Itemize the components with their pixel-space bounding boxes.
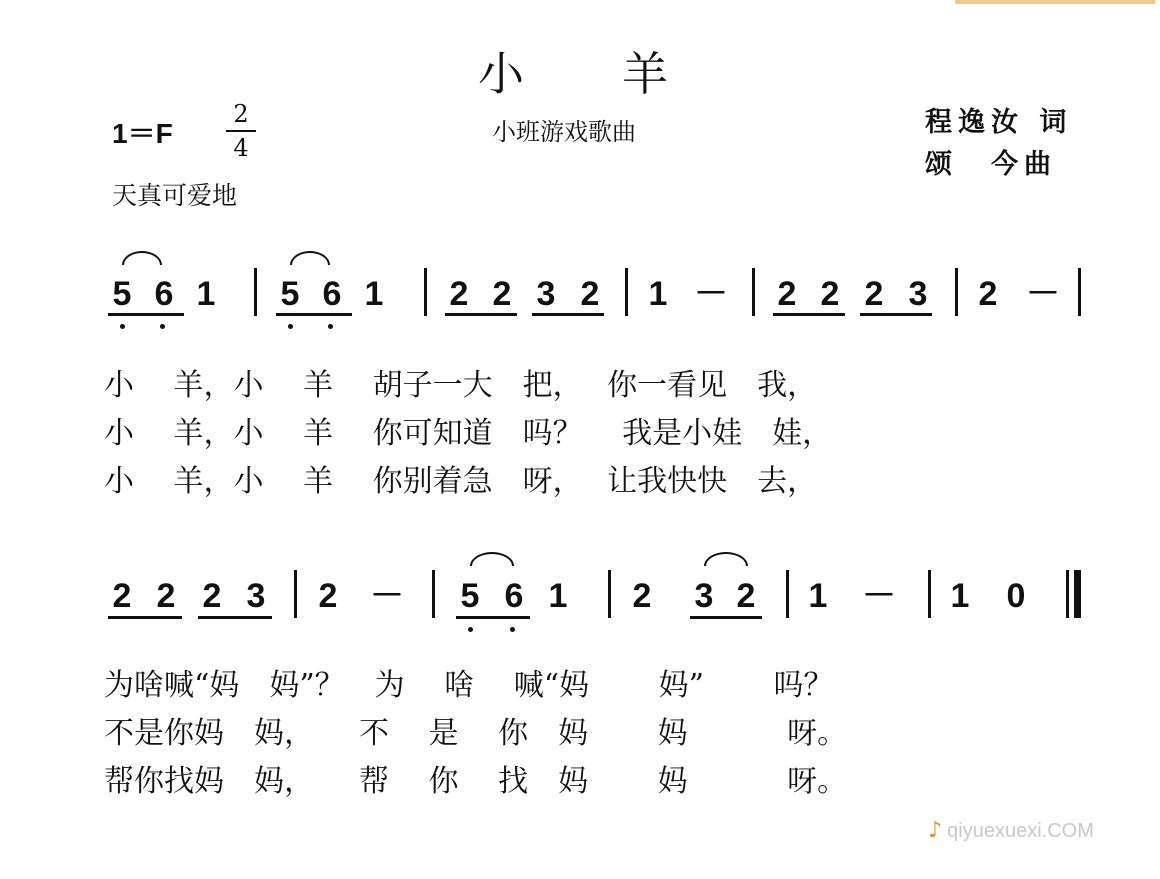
note-dash: － [694,275,728,313]
barline [432,570,435,618]
barline [928,570,931,618]
note: 1 [196,275,216,313]
time-signature-bottom: 4 [233,134,249,162]
note: 3 [694,577,714,615]
final-barline-thin [1066,570,1069,618]
low-octave-dot [510,627,515,632]
eighth-underline [108,616,182,619]
final-barline-thick [1074,570,1081,618]
note: 2 [112,577,132,615]
low-octave-dot [160,324,165,329]
note: 1 [648,275,668,313]
note: 2 [632,577,652,615]
barline [294,570,297,618]
composer-credit: 颂 今曲 [925,149,1057,180]
eighth-underline [860,313,932,316]
lyric-line: 为啥喊“妈 妈”？ 为 啥 喊“妈 妈” 吗？ [104,668,834,703]
note: 2 [736,577,756,615]
song-title: 小 羊 [478,47,670,101]
music-note-icon: ♪ [928,818,943,843]
song-subtitle: 小班游戏歌曲 [492,118,636,146]
note: 5 [460,577,480,615]
note-dash: － [370,577,404,615]
note: 3 [246,577,266,615]
note: 2 [318,577,338,615]
barline [955,268,958,316]
slur [290,251,330,265]
eighth-underline [773,313,845,316]
watermark-text: qiyuexuexi.COM [947,820,1094,842]
note: 3 [908,275,928,313]
note: 2 [202,577,222,615]
eighth-underline [690,616,762,619]
low-octave-dot [468,627,473,632]
eighth-underline [198,616,272,619]
lyric-line: 小 羊，小 羊 你可知道 吗？ 我是小娃 娃， [104,416,833,451]
key-signature: 1＝F [112,118,173,149]
note: 0 [1006,577,1026,615]
barline [786,570,789,618]
note: 1 [548,577,568,615]
note: 5 [112,275,132,313]
lyric-line: 小 羊，小 羊 你别着急 呀， 让我快快 去， [104,464,818,499]
lyric-line: 不是你妈 妈， 不 是 你 妈 妈 呀。 [104,716,848,751]
barline [608,570,611,618]
note: 2 [777,275,797,313]
watermark [928,818,1094,843]
note: 6 [504,577,524,615]
eighth-underline [456,616,530,619]
note: 1 [950,577,970,615]
slur [470,552,514,566]
lyric-line: 帮你找妈 妈， 帮 你 找 妈 妈 呀。 [104,764,848,799]
eighth-underline [108,313,184,316]
note-dash: － [1026,275,1060,313]
low-octave-dot [328,324,333,329]
barline [752,268,755,316]
time-signature-divider [226,130,256,132]
barline [625,268,628,316]
barline [254,268,257,316]
time-signature [226,100,256,162]
note: 6 [322,275,342,313]
note: 6 [154,275,174,313]
note-dash: － [862,577,896,615]
note: 5 [280,275,300,313]
note: 2 [978,275,998,313]
tempo-marking: 天真可爱地 [112,181,238,210]
low-octave-dot [288,324,293,329]
note: 1 [364,275,384,313]
eighth-underline [532,313,604,316]
note: 2 [820,275,840,313]
note: 2 [156,577,176,615]
note: 3 [536,275,556,313]
eighth-underline [445,313,517,316]
lyric-line: 小 羊，小 羊 胡子一大 把， 你一看见 我， [104,368,818,403]
corner-strip [955,0,1155,4]
barline [424,268,427,316]
barline [1078,268,1081,316]
note: 2 [864,275,884,313]
slur [122,251,162,265]
note: 2 [449,275,469,313]
eighth-underline [276,313,352,316]
time-signature-top: 2 [233,100,249,128]
slur [704,552,748,566]
note: 1 [808,577,828,615]
note: 2 [492,275,512,313]
low-octave-dot [120,324,125,329]
lyricist-credit: 程逸汝 词 [925,107,1073,138]
note: 2 [580,275,600,313]
